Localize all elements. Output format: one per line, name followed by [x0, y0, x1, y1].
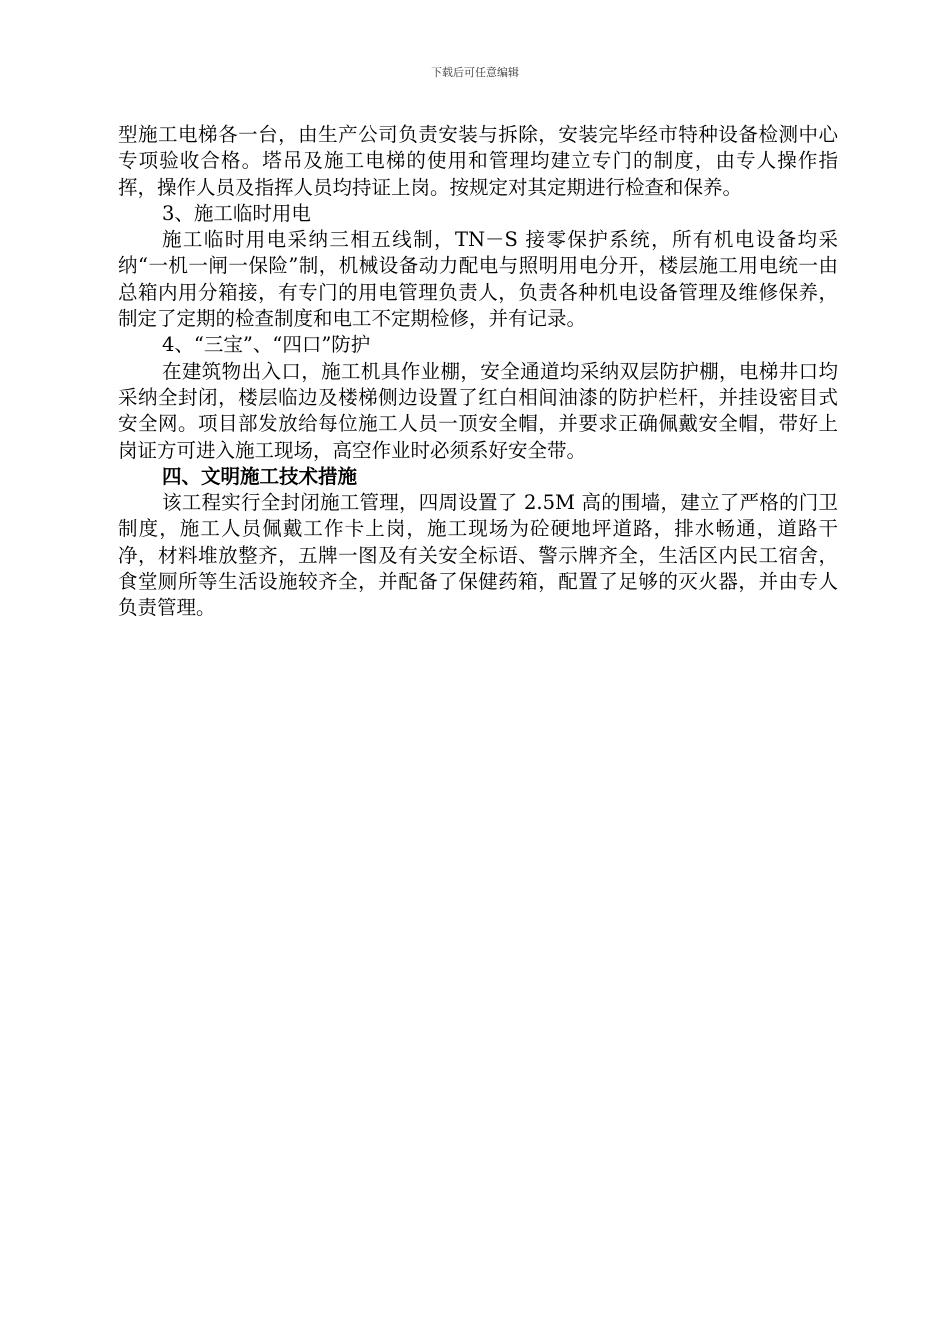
- document-body: [118, 122, 838, 622]
- section-heading-protection: 4、“三宝”、“四口”防护: [162, 333, 371, 357]
- page-header: 下载后可任意编辑: [431, 66, 519, 79]
- paragraph-temporary-power: 施工临时用电采纳三相五线制，TN－S 接零保护系统，所有机电设备均采纳“一机一闸一保险”制，机械设备动力配电与照明用电分开，楼层施工用电统一由总箱内用分箱接，有专门的用电管理负责人，负责各种机电设备管理及维修保养，制定了定期的检查制度和电工不定期检修，并有记录。: [118, 228, 838, 331]
- paragraph-equipment-continued: 型施工电梯各一台，由生产公司负责安装与拆除，安装完毕经市特种设备检测中心专项验收合格。塔吊及施工电梯的使用和管理均建立专门的制度，由专人操作指挥，操作人员及指挥人员均持证上岗。按规定对其定期进行检查和保养。: [118, 123, 838, 199]
- paragraph-protection: 在建筑物出入口，施工机具作业棚，安全通道均采纳双层防护棚，电梯井口均采纳全封闭，楼层临边及楼梯侧边设置了红白相间油漆的防护栏杆，并挂设密目式安全网。项目部发放给每位施工人员一顶安全帽，并要求正确佩戴安全帽，带好上岗证方可进入施工现场，高空作业时必须系好安全带。: [118, 359, 838, 462]
- section-heading-civilized-construction: 四、文明施工技术措施: [162, 464, 358, 488]
- paragraph-civilized-construction: 该工程实行全封闭施工管理，四周设置了 2.5M 高的围墙，建立了严格的门卫制度，施工人员佩戴工作卡上岗，施工现场为砼硬地坪道路，排水畅通，道路干净，材料堆放整齐，五牌一图及有关安全标语、警示牌齐全，生活区内民工宿舍，食堂厕所等生活设施较齐全，并配备了保健药箱，配置了足够的灭火器，并由专人负责管理。: [118, 491, 838, 620]
- section-heading-temporary-power: 3、施工临时用电: [162, 201, 311, 225]
